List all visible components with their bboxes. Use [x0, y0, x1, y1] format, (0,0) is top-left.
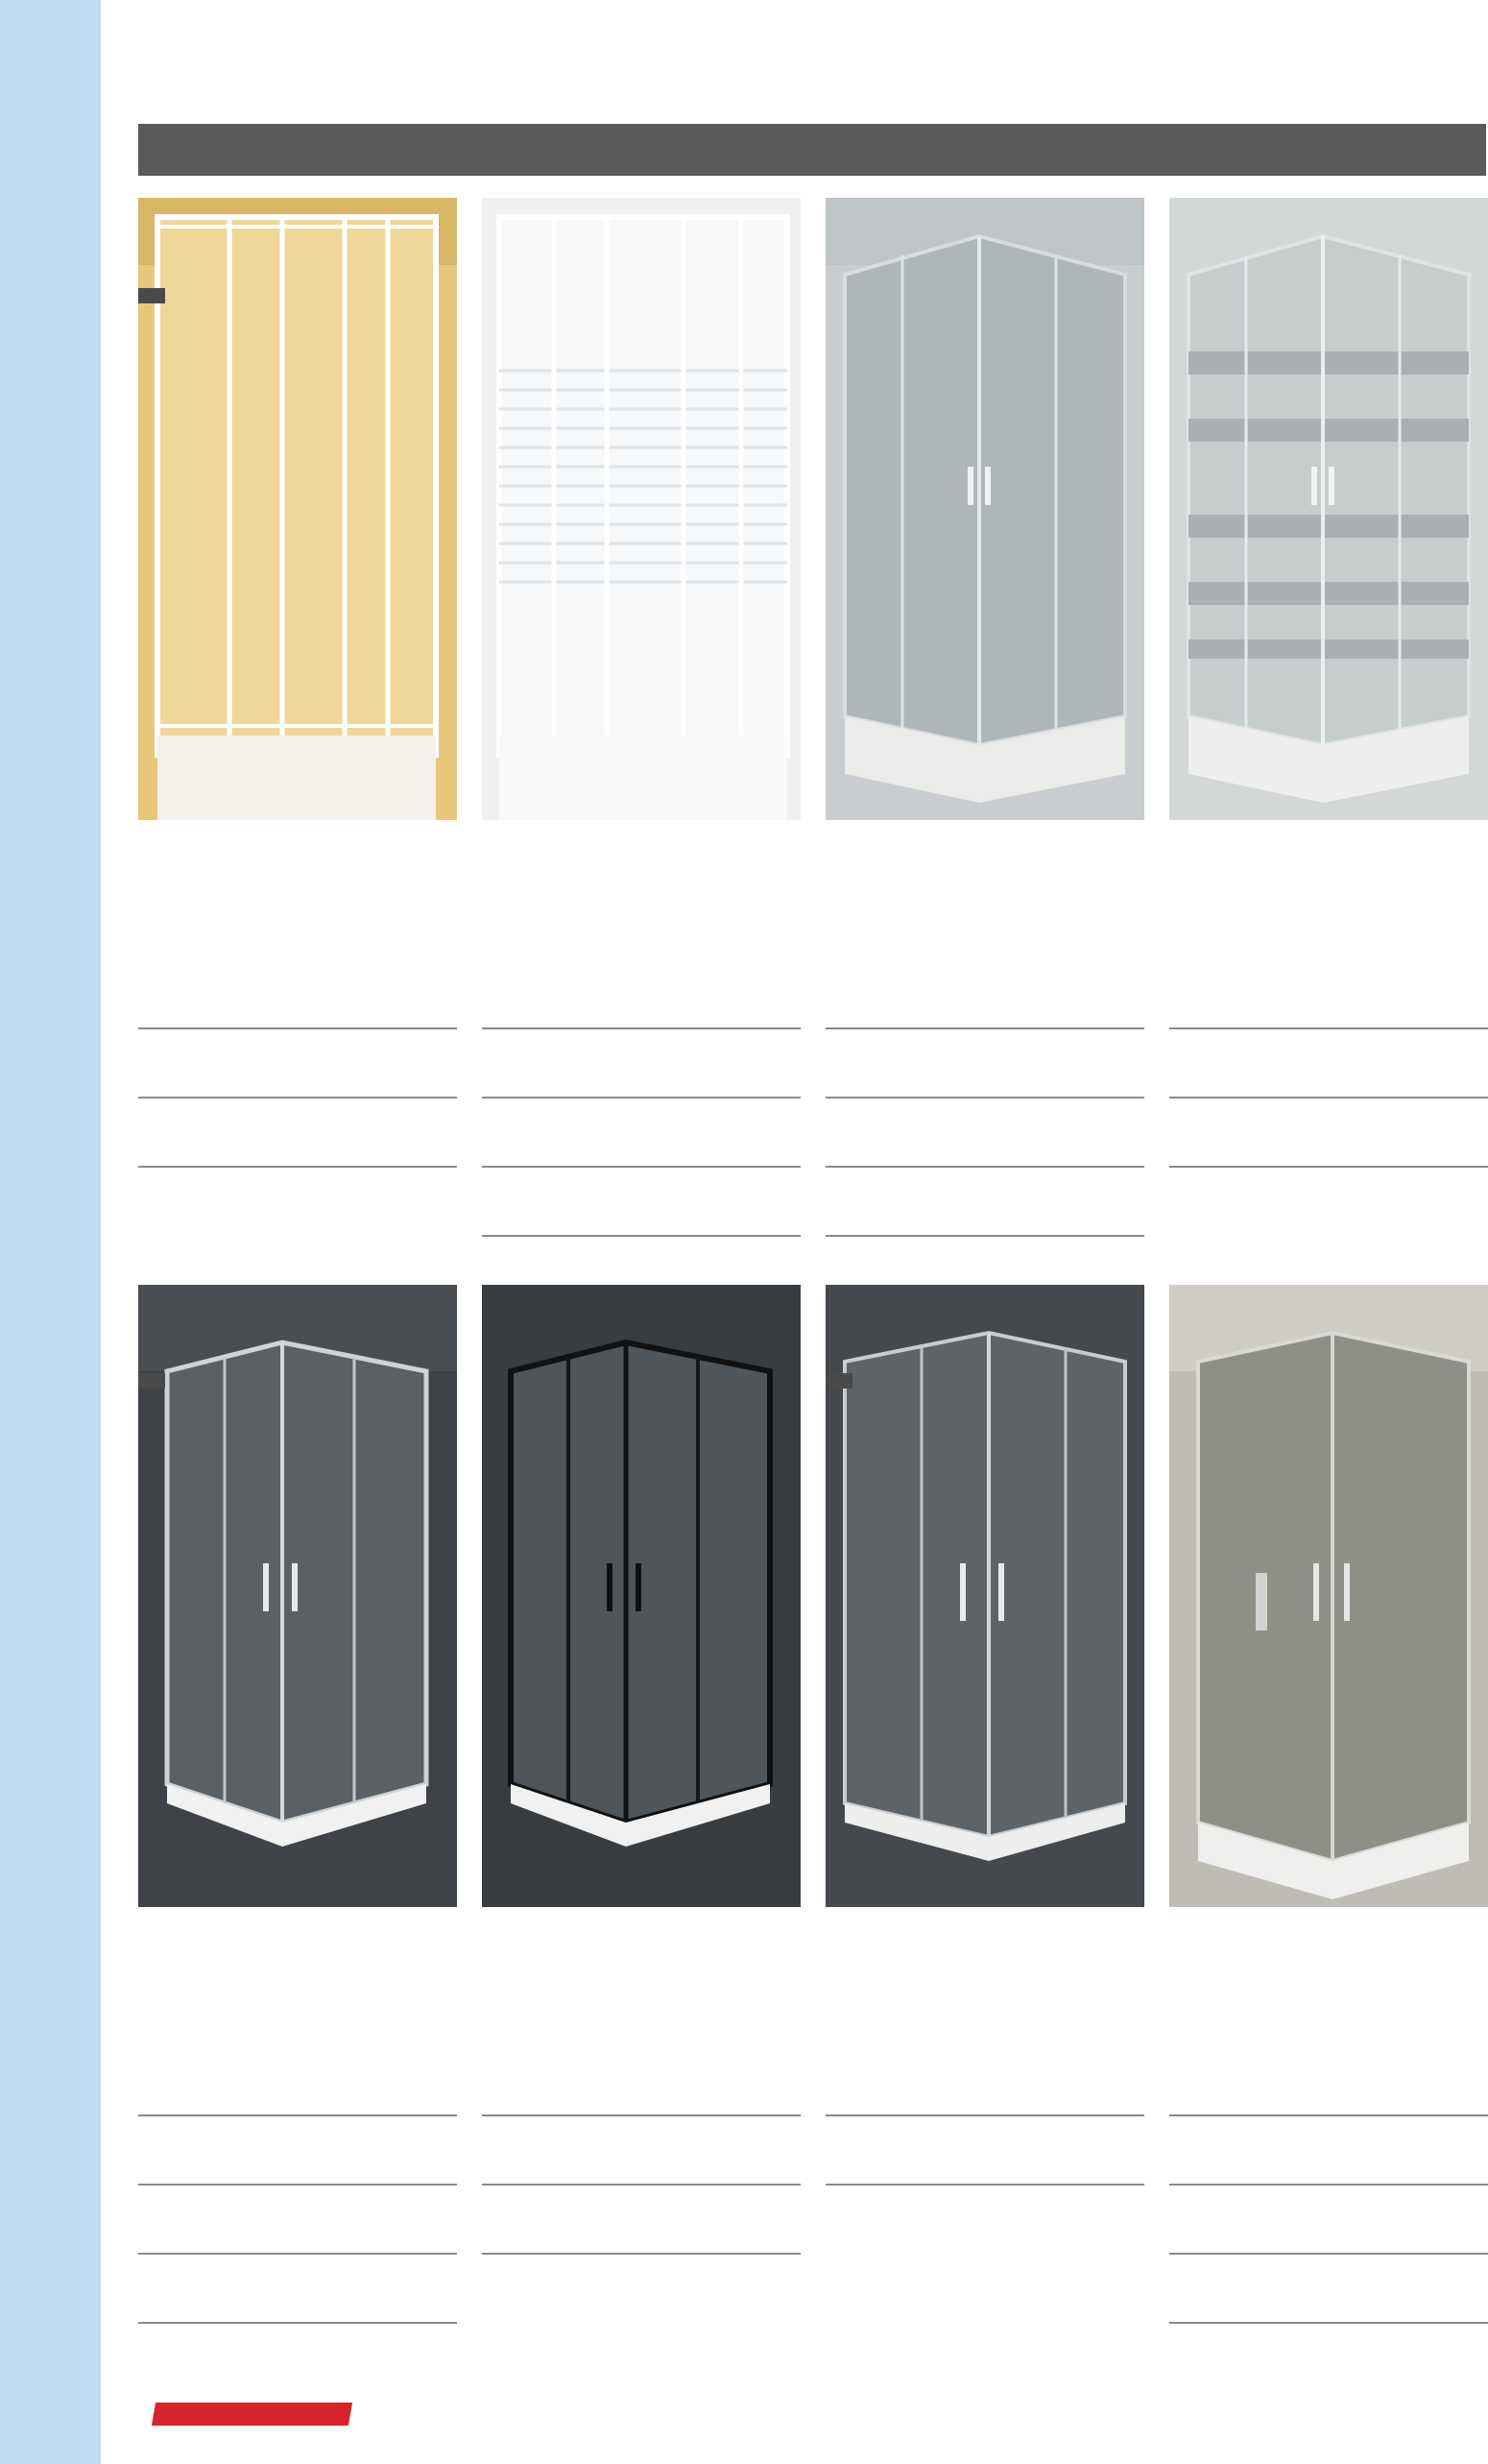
- variant-row: [482, 2186, 801, 2255]
- shower-enclosure-image: [482, 198, 801, 820]
- variant-row: [1169, 2186, 1488, 2255]
- brand-logo-bottom: [152, 2403, 352, 2426]
- product-image[interactable]: [1169, 198, 1488, 820]
- variant-row: [138, 2116, 457, 2186]
- product-badge: [826, 1373, 852, 1389]
- shower-enclosure-image: [1169, 198, 1488, 820]
- product-image[interactable]: [826, 198, 1144, 820]
- variant-table: [138, 1027, 457, 1168]
- product-image[interactable]: [482, 198, 801, 820]
- shower-enclosure-image: [826, 198, 1144, 820]
- variant-row: [138, 1099, 457, 1168]
- variant-row: [138, 2255, 457, 2324]
- product-chloe-cromo[interactable]: [138, 1285, 457, 1907]
- variant-table: [826, 1027, 1144, 1237]
- side-strip: [0, 0, 101, 2464]
- variant-table: [138, 2114, 457, 2324]
- shower-enclosure-image: [826, 1285, 1144, 1907]
- variant-table: [1169, 1027, 1488, 1168]
- shower-enclosure-image: [138, 1285, 457, 1907]
- product-eco[interactable]: [138, 198, 457, 820]
- product-image[interactable]: [1169, 1285, 1488, 1907]
- variant-row: [482, 1029, 801, 1099]
- variant-row: [482, 1168, 801, 1237]
- variant-table: [482, 1027, 801, 1237]
- variant-table: [1169, 2114, 1488, 2324]
- product-raisa[interactable]: [826, 1285, 1144, 1907]
- variant-table: [826, 2114, 1144, 2186]
- product-image[interactable]: [482, 1285, 801, 1907]
- variant-row: [826, 2116, 1144, 2186]
- shower-enclosure-image: [138, 198, 457, 820]
- product-ada[interactable]: [482, 198, 801, 820]
- variant-row: [482, 1099, 801, 1168]
- variant-table: [482, 2114, 801, 2255]
- product-jackie[interactable]: [1169, 198, 1488, 820]
- product-image[interactable]: [826, 1285, 1144, 1907]
- variant-row: [826, 1029, 1144, 1099]
- variant-row: [482, 2116, 801, 2186]
- variant-row: [1169, 1099, 1488, 1168]
- variant-row: [138, 2186, 457, 2255]
- product-badge: [138, 288, 165, 303]
- variant-row: [826, 1168, 1144, 1237]
- shower-enclosure-image: [482, 1285, 801, 1907]
- shower-enclosure-image: [1169, 1285, 1488, 1907]
- product-chloe-negro[interactable]: [482, 1285, 801, 1907]
- variant-row: [826, 1099, 1144, 1168]
- product-jade[interactable]: [826, 198, 1144, 820]
- section-bar: [138, 124, 1486, 176]
- variant-row: [1169, 1029, 1488, 1099]
- product-image[interactable]: [138, 198, 457, 820]
- variant-row: [1169, 2255, 1488, 2324]
- variant-row: [138, 1029, 457, 1099]
- product-badge: [138, 1373, 165, 1389]
- product-basic[interactable]: [1169, 1285, 1488, 1907]
- bauhaus-logo: [154, 2399, 355, 2454]
- product-image[interactable]: [138, 1285, 457, 1907]
- variant-row: [1169, 2116, 1488, 2186]
